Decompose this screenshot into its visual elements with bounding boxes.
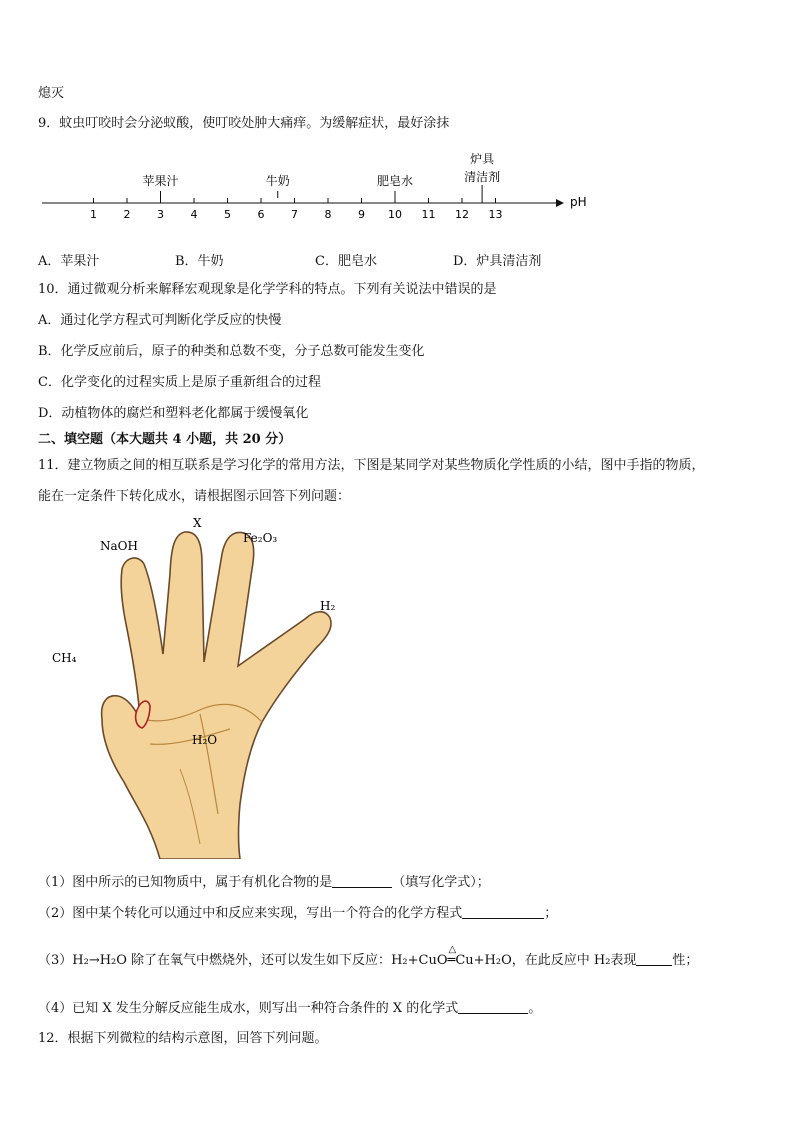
answer-blank-1[interactable] [332,874,392,888]
answer-blank-3[interactable] [636,952,672,966]
section-heading: 二、填空题（本大题共 4 小题，共 20 分） [38,432,292,447]
equation-products: Cu+H₂O [455,953,512,968]
sub-question-1 [38,874,490,891]
option-b[interactable]: B．牛奶 [175,254,224,269]
ph-tick-label: 13 [488,208,503,221]
sub-question-2 [38,905,557,922]
question-11-line2: 能在一定条件下转化成水，请根据图示回答下列问题： [38,489,351,504]
sub-question-3-mid: ，在此反应中 H₂表现 [511,953,637,968]
option-10a: A．通过化学方程式可判断化学反应的快慢 [38,313,282,328]
ph-item-label: 肥皂水 [376,174,414,188]
question-10: 10．通过微观分析来解释宏观现象是化学学科的特点。下列有关说法中错误的是 [38,282,497,297]
ph-tick-label: 2 [123,208,131,221]
sub-question-3 [38,944,699,969]
ph-tick-label: 5 [224,208,231,221]
option-10c: C．化学变化的过程实质上是原子重新组合的过程 [38,375,321,390]
label-ch4: CH₄ [52,651,77,665]
label-h2: H₂ [320,599,336,613]
sub-question-2-text: （2）图中某个转化可以通过中和反应来实现，写出一个符合的化学方程式 [38,906,463,921]
sub-question-4-tail: 。 [528,1001,542,1016]
option-10d: D．动植物体的腐烂和塑料老化都属于缓慢氧化 [38,406,309,421]
ph-tick-label: 11 [421,208,436,221]
question-12: 12．根据下列微粒的结构示意图，回答下列问题。 [38,1031,328,1046]
ph-tick-label: 12 [455,208,469,221]
equation-arrow: △ ═ [447,944,457,968]
label-fe2o3: Fe₂O₃ [243,531,278,545]
heat-condition-icon: △ [448,944,457,955]
ph-item-label: 清洁剂 [464,170,501,184]
ph-item-label: 炉具 [470,152,495,166]
ph-tick-label: 7 [291,208,298,221]
label-h2o: H₂O [192,733,218,747]
equation-reactants: H₂+CuO [391,953,448,968]
ph-tick-label: 8 [324,208,332,221]
sub-question-2-tail: ； [544,906,558,921]
question-11-line1: 11．建立物质之间的相互联系是学习化学的常用方法，下图是某同学对某些物质化学性质的小结，图中手指的物质， [38,458,705,473]
answer-blank-2[interactable] [462,905,544,919]
ph-tick-label: 6 [257,208,265,221]
label-naoh: NaOH [100,539,138,553]
sub-question-4-text: （4）已知 X 发生分解反应能生成水，则写出一种符合条件的 X 的化学式 [38,1001,459,1016]
question-9: 9．蚊虫叮咬时会分泌蚁酸，使叮咬处肿大痛痒。为缓解症状，最好涂抹 [38,116,450,131]
ph-scale-figure [36,148,596,228]
option-a[interactable]: A．苹果汁 [38,254,100,269]
ph-item-label: 苹果汁 [142,174,179,188]
ph-item-label: 牛奶 [265,174,290,188]
sub-question-3-tail: 性； [672,953,699,968]
ph-tick-label: 9 [358,208,365,221]
option-c[interactable]: C．肥皂水 [315,254,377,269]
sub-question-1-tail: （填写化学式）； [392,875,490,890]
ph-tick-label: 4 [190,208,198,221]
label-x: X [193,516,202,530]
sub-question-1-text: （1）图中所示的已知物质中，属于有机化合物的是 [38,875,333,890]
hand-shape [102,532,331,859]
sub-question-3-text: （3）H₂→H₂O 除了在氧气中燃烧外，还可以发生如下反应： [38,953,392,968]
ph-tick-label: 10 [388,208,402,221]
hand-diagram [40,514,370,859]
option-10b: B．化学反应前后，原子的种类和总数不变，分子总数可能发生变化 [38,344,425,359]
ph-tick-label: 1 [90,208,97,221]
sub-question-4 [38,1000,541,1017]
option-d[interactable]: D．炉具清洁剂 [453,254,542,269]
answer-blank-4[interactable] [458,1000,528,1014]
ph-axis-label: pH [570,195,587,209]
ph-axis-arrow [556,199,564,207]
reaction-equation [391,944,512,968]
text-line: 熄灭 [38,86,65,101]
ph-tick-label: 3 [157,208,164,221]
